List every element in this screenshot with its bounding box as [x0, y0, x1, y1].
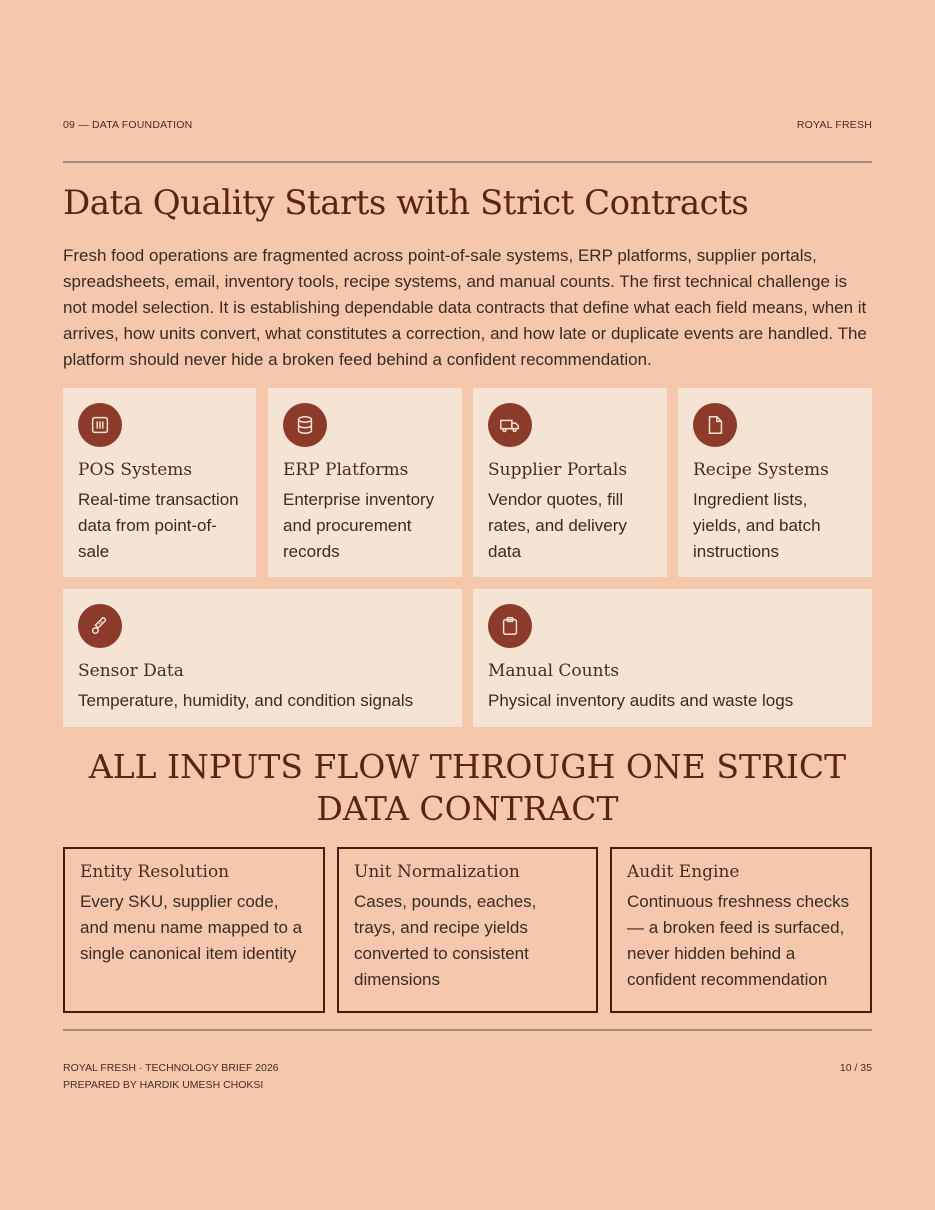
intro-paragraph: Fresh food operations are fragmented across point-of-sale systems, ERP platforms, supplier portals, spreadsheets, email, inventory tools, recipe systems, and manual counts. The first technical challenge is not model selection. It is establishing dependable data contracts that define what each field means, when it arrives, how units convert, what constitutes a correction, and how late or duplicate events are handled. The platform should never hide a broken feed behind a confident recommendation. — [63, 246, 867, 369]
pillar-text: Cases, pounds, eaches, trays, and recipe yields converted to consistent dimensions — [354, 892, 537, 989]
page-header — [63, 119, 872, 131]
source-card-manual — [473, 589, 872, 727]
source-title: Manual Counts — [488, 661, 620, 681]
source-text: Enterprise inventory and procurement records — [283, 490, 435, 561]
source-text: Vendor quotes, fill rates, and delivery data — [488, 490, 627, 561]
footer-brief: ROYAL FRESH · TECHNOLOGY BRIEF 2026 — [63, 1062, 279, 1074]
source-title: ERP Platforms — [283, 460, 409, 480]
thermometer-icon — [78, 604, 122, 648]
source-card-erp — [268, 388, 462, 577]
pos-icon — [78, 403, 122, 447]
source-title: POS Systems — [78, 460, 193, 480]
document-icon — [693, 403, 737, 447]
pillar-title: Audit Engine — [627, 862, 740, 882]
database-icon — [283, 403, 327, 447]
page-title: Data Quality Starts with Strict Contracts — [63, 183, 749, 223]
footer-divider — [63, 1029, 872, 1031]
header-divider — [63, 161, 872, 163]
source-text: Real-time transaction data from point-of-sale — [78, 490, 239, 561]
brand-label: ROYAL FRESH — [796, 119, 872, 131]
page-footer — [63, 1060, 279, 1094]
source-title: Recipe Systems — [693, 460, 829, 480]
pillar-text: Every SKU, supplier code, and menu name mapped to a single canonical item identity — [80, 892, 303, 963]
pillar-entity-resolution — [63, 847, 325, 1013]
pillar-unit-normalization — [337, 847, 598, 1013]
source-card-pos — [63, 388, 256, 577]
source-card-supplier — [473, 388, 667, 577]
section-label: 09 — DATA FOUNDATION — [63, 119, 193, 131]
truck-icon — [488, 403, 532, 447]
section-heading: ALL INPUTS FLOW THROUGH ONE STRICT DATA CONTRACT — [88, 747, 847, 828]
footer-author: PREPARED BY HARDIK UMESH CHOKSI — [63, 1079, 264, 1091]
source-text: Ingredient lists, yields, and batch instructions — [693, 490, 821, 561]
pillar-title: Unit Normalization — [354, 862, 520, 882]
pillar-audit-engine — [610, 847, 872, 1013]
source-card-recipe — [678, 388, 872, 577]
pillar-text: Continuous freshness checks — a broken feed is surfaced, never hidden behind a confident recommendation — [627, 892, 850, 989]
page-number: 10 / 35 — [839, 1062, 872, 1074]
pillar-title: Entity Resolution — [80, 862, 230, 882]
source-title: Supplier Portals — [488, 460, 628, 480]
clipboard-icon — [488, 604, 532, 648]
source-text: Physical inventory audits and waste logs — [488, 691, 794, 710]
source-card-sensor — [63, 589, 462, 727]
source-text: Temperature, humidity, and condition signals — [78, 691, 414, 710]
source-title: Sensor Data — [78, 661, 184, 681]
